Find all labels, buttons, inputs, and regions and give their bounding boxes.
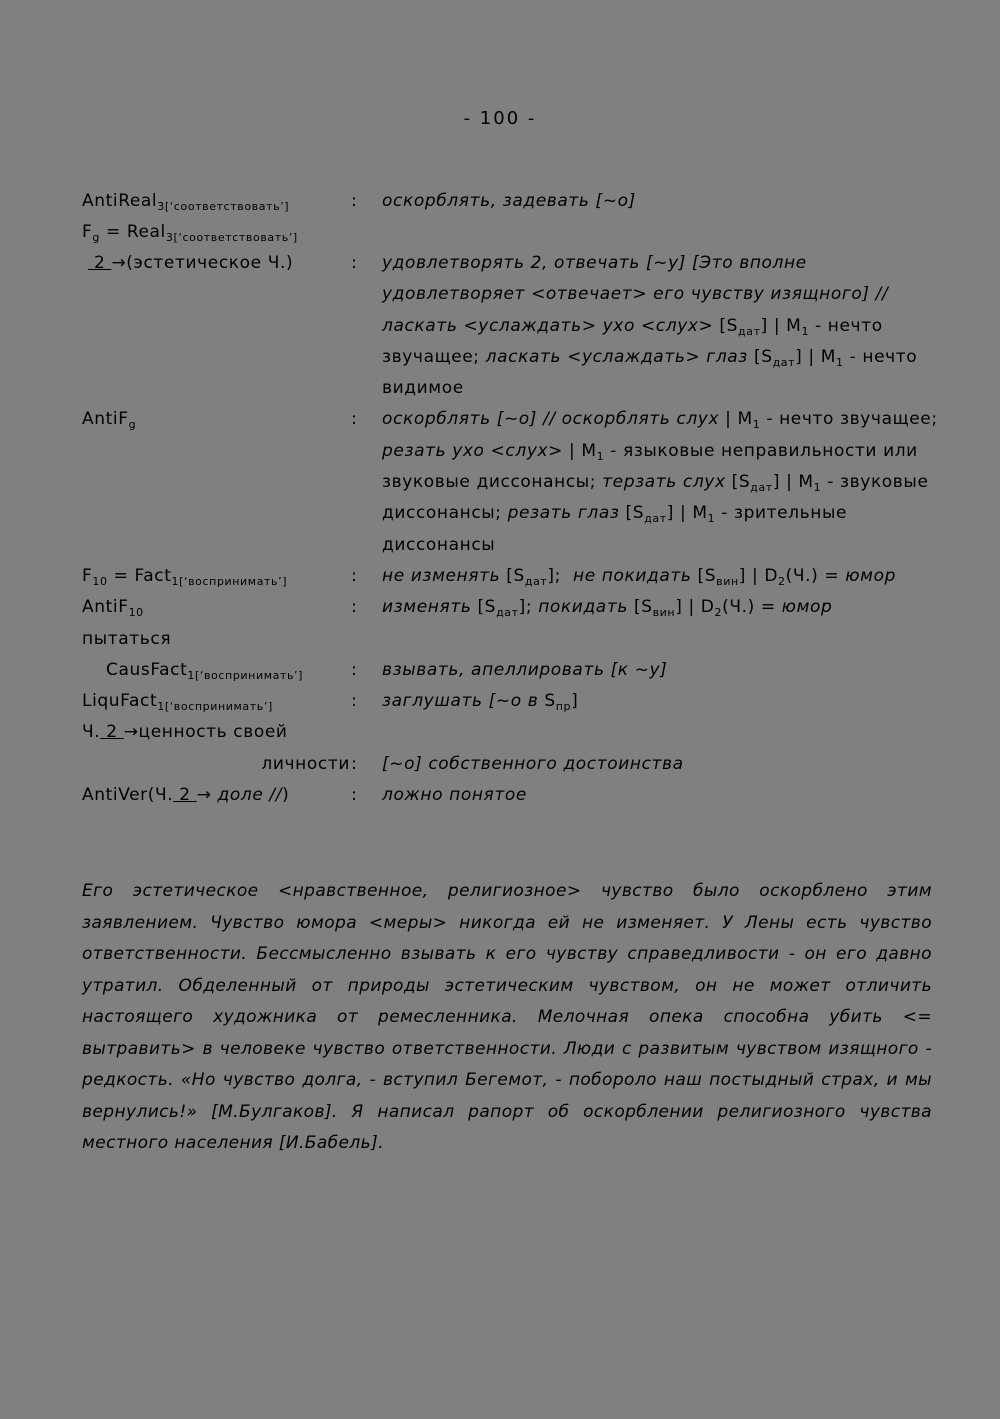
entry-rhs: оскорблять [~о] // оскорблять слух | $M_1$ - нечто звучащее; резать ухо <слух> | $M_1$ - языковые неправильности или звуковые диссонансы; терзать слух $[S_{дат}]$ | $M_1$ - звуковые диссонансы; резать глаз $[S_{дат}]$ | $M_1$ - зрительные диссонансы bbox=[382, 409, 938, 555]
entry-lhs: AntiF$_g$ bbox=[82, 409, 137, 432]
entry-antiver bbox=[82, 780, 942, 811]
entry-lhs: CausFact$_{1[‘воспринимать’]}$ bbox=[82, 659, 304, 682]
entry-colon: : bbox=[351, 409, 357, 430]
entry-rhs: заглушать [~о в $S_{пр}$] [~о] собственного достоинства bbox=[382, 691, 684, 774]
entry-rhs: не изменять $[S_{дат}]$; не покидать $[S_{вин}]$ | $D_2(Ч.)$ = юмор bbox=[382, 565, 896, 588]
entry-lhs: AntiReal$_{3[‘соответствовать’]}$ bbox=[82, 191, 290, 213]
entry-colon: : bbox=[351, 597, 357, 618]
entry-rhs: ложно понятое bbox=[382, 785, 527, 806]
entry-colon: : bbox=[351, 565, 357, 586]
entry-rhs: удовлетворять 2, отвечать [~у] [Это вполне удовлетворяет <отвечает> его чувству изящного] // ласкать <услаждать> ухо <слух> $[S_{дат}]$ | $M_1$ - нечто звучащее; ласкать <услаждать> глаз $[S_{дат}]$ | $M_1$ - нечто видимое bbox=[382, 253, 918, 399]
entry-lhs: $F_{10}$ = Fact$_{1[‘воспринимать’]}$ bbox=[82, 565, 288, 588]
entry-colon: : bbox=[351, 659, 357, 680]
entry-antif10 bbox=[82, 592, 942, 655]
entry-f10 bbox=[82, 561, 942, 592]
lexical-function-entries bbox=[82, 186, 942, 811]
page-number: - 100 - bbox=[463, 108, 537, 129]
entry-lhs: AntiVer(Ч. 2 → доле //) bbox=[82, 785, 290, 806]
examples-paragraph: Его эстетическое <нравственное, религиозное> чувство было оскорблено этим заявлением. Чувство юмора <меры> никогда ей не изменяет. У Лены есть чувство ответственности. Бессмысленно взывать к его чувству справедливости - он его давно утратил. Обделенный от природы эстетическим чувством, он не может отличить настоящего художника от ремесленника. Мелочная опека способна убить <= вытравить> в человеке чувство ответственности. Люди с развитым чувством изящного - редкость. «Но чувство долга, - вступил Бегемот, - побороло наш постыдный страх, и мы вернулись!» [М.Булгаков]. Я написал рапорт об оскорблении религиозного чувства местного населения [И.Бабель]. bbox=[82, 881, 932, 1153]
entry-antifg bbox=[82, 404, 942, 560]
entry-lhs: AntiF$_{10}$ пытаться bbox=[82, 597, 172, 649]
entry-colon: : bbox=[351, 785, 357, 806]
entry-liqufact1 bbox=[82, 686, 942, 780]
entry-causfact1 bbox=[82, 655, 942, 686]
entry-colon: : bbox=[351, 191, 357, 211]
entry-rhs: изменять $[S_{дат}]$; покидать $[S_{вин}]$ | $D_2(Ч.)$ = юмор bbox=[382, 597, 833, 620]
entry-colon: : : bbox=[351, 691, 357, 774]
entry-lhs: LiquFact$_{1[‘воспринимать’]}$ Ч. 2 →ценность своей личности bbox=[82, 691, 350, 774]
entry-colon: : bbox=[351, 253, 357, 273]
entry-lhs: $F_g$ = Real$_{3[‘соответствовать’]}$ 2 →(эстетическое Ч.) bbox=[82, 222, 298, 274]
entry-fg bbox=[82, 222, 942, 404]
entry-rhs: оскорблять, задевать [~о] bbox=[382, 191, 636, 211]
entry-rhs: взывать, апеллировать [к ~у] bbox=[382, 659, 668, 680]
